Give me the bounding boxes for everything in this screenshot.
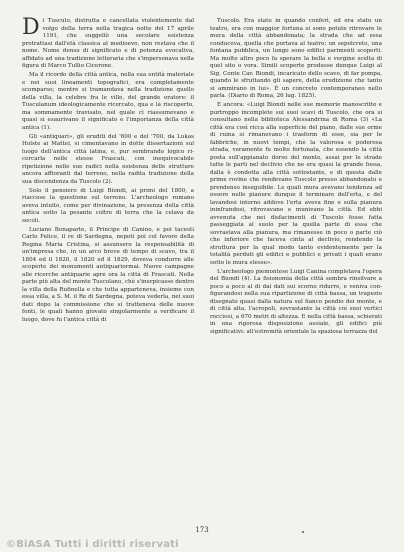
drop-cap: D	[22, 15, 40, 40]
paragraph: L'archeologo piemontese Luigi Canina completava l'opera del Biondi (4). La fisionomia della città sembra rinsilvare a poco a poco al di dai dati sui scorno ridurre, e veniva configurandosi nella sua ripartizione di città bassa, un trapezio disegnato quasi dalla natura sul fianco pendio dei monte, e di città alta, l'acropoli, sovrastante la città coi suoi vertici rocciosi, a 670 metri di altezza. E nella città bassa, schierati in una rigorosa disposizione assiale, gli edifici più significativi: all'estremità orientale la spaziosa terrazza del	[210, 268, 382, 335]
paragraph: Luciano Bonaparte, il Principe di Canino, e poi tacesti Carlo Felice, il re di Sardegna, nepoti poi col favore della Regina Maria Cristina, si assunsero la responsabilità di un'impresa che, in un arco breve di tempo di scavo, tra il 1804 ed il 1820, il 1820 ed il 1829, doveva condurre alle scoperte dei monumenti antiquariormai. Nuove campagne alle ricerche antiquarie apre ora la città di Frascati. Nella parte più alta del monte Tuscolano, chè s'inerpicasse dentro la villa della Rufinella e che tutta apparteneva, insieme con essa villa, a S. M. il Re di Sardegna, poteva vederla, nei suoi dati dopo la commissione che si tratteneva delle nuove fonti, le quali hanno giovato singolarmente a verificare il luogo, dove fu l'antica città di	[22, 226, 194, 323]
paragraph: Ma il ricordo della città antica, nella sua entità materiale e nei suoi lineamenti topografici, era completamente scomparso; mentre si tramandava nella tradizione quello della villa, la celebre fra le ville, del grande oratore: il Tusculanum ideologicamente ricercato, qua e là riscoperto, ma sommamente travisato, nel quale ci riassumevano e quasi si esaurivano il significato e l'importanza della città antica (1).	[22, 72, 194, 131]
paragraph: E ancora: «Luigi Biondi nelle sue memorie manoscritte e purtroppo incomplete sui suoi scavi di Tuscolo, che ora si consultano nella biblioteca Alessandrina di Roma (3) «La città era così ricca alla superficie del piano, dalle sue orme di ruina si rimanevano i trasform di esse, sia per le fabbriche, in nuovi tempi, che la valorosa e poderosa strada, veramente fu molto fortunata, che essendo la città posta sull'appianato dorso del monte, assai per le strade tutte le parti nel declivio che ne era quasi la grande fossa, dalla è condotta alla città sottostante, e di questa dalle prime rovine che rendevano Tuscolo presso abbandonato e prendenso inseguibile. Le quali mura avevano tendenza ad essere nelle pianure dunque il terminare dell'erta, e del lavandosi intorno addove l'erta aveva fine e sulla pianura ininfrandosi, ritrovavano e munivano la città. Ed ebbi avvenuta che nei disfacimenti di Tuscolo fosse fatta passeggiata al suolo per la quella parte di essa che sovrastava alla pianura, ma rimanesse in poco o parte ciò che inferiore che faceva cinta al declivio, rendendo la struttura per la qual modo tanto evidentemente per la totalità perduti gli edifici e pubblici e privati i quali erano sotto le mura stesse».	[210, 102, 382, 266]
paragraph-text: i Tusculo, distrutta e cancellata violentemente dal volgo della terra nella tragica notte del 17 aprile 1191, che suggellò una secolare esistenza protrattasi dall'età classica al medioevo, non restava che il nome. Nome denso di significato e di potenza evocativa, affidato ad una tradizione letteraria che s'impersonava nella figura di Marco Tullio Cicerone.	[22, 18, 194, 69]
document-page	[22, 15, 382, 538]
right-column	[210, 18, 382, 338]
paragraph	[22, 15, 194, 71]
paragraph: Solo il pensiero di Luigi Biondi, ai primi del 1800, a riaccese la questione sul terreno. L'archeologo romano aveva intuito, come per divinazione, la presenza della città antica sotto la pesante coltre di terra che la celava da secoli.	[22, 187, 194, 224]
paragraph: Gli «antiquari», gli eruditi del '600 e del '700, da Lukas Holste ai Mattei, si cimentavano in dotte dissertazioni sul luogo dell'antica città latina, e, pur sembrando logico ricercarla nelle stesse Frascati, con inequivocabile ripetizione nelle sue radici nella esistenza delle strutture ancora affioranti dal terreno, nella radita tradizione della sua discendenza da Tuscolo (2).	[22, 133, 194, 185]
page-number: 173	[195, 526, 209, 534]
paragraph: Tuscolo. Era stato in quando conferì, ed era stato un teatro, era con maggior fortuna si sono potute ritrovare le mura della città abbandonata; la strada che ad essa conduceva, quella che portava al teatro; un sepolcreto, una fontana pubblica, un lungo sono edifici parimenti scoperti. Ma molto altro poco fa sperare la bella e vergine scelta di quel sito o vora. Simili scoperte produsse dunque Luigi al Sig. Conte Cav. Biondi, incaricato dello scavo, di far pompa, quando le sfruttando gli sapere, della erudizione che tanto si ammirano in lui». È un concreto contemporaneo nello parla. (Diario di Roma, 26 lug. 1825).	[210, 18, 382, 99]
left-column	[22, 15, 194, 326]
printer-mark	[302, 531, 304, 533]
copyright-watermark: ©BiASA Tutti i diritti riservati	[6, 539, 179, 550]
